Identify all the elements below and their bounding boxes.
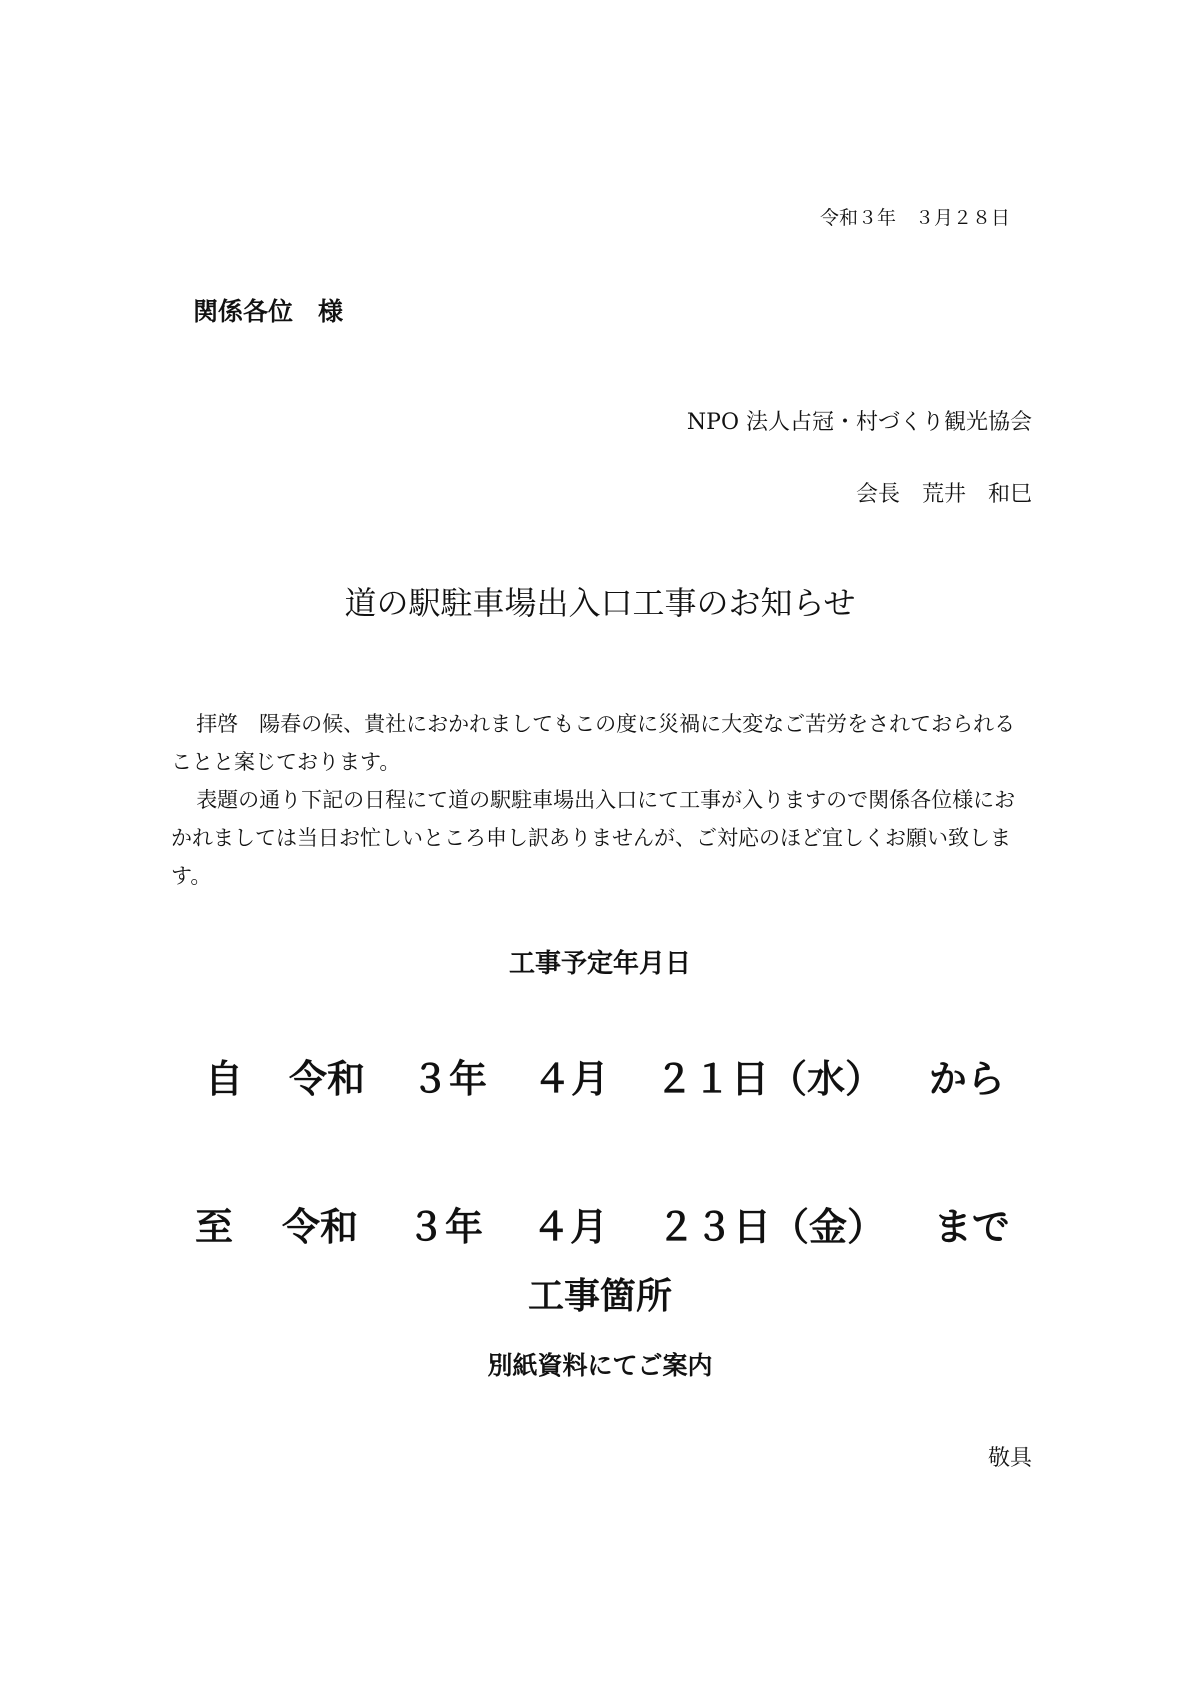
- letter-date: 令和３年 ３月２８日: [819, 207, 1010, 229]
- document-title: 道の駅駐車場出入口工事のお知らせ: [344, 584, 856, 622]
- to-prefix: 至: [195, 1205, 234, 1249]
- schedule-to-line: [195, 1196, 1010, 1251]
- to-suffix: まで: [933, 1205, 1010, 1249]
- sender-organization: NPO 法人占冠・村づくり観光協会: [686, 410, 1032, 435]
- from-year: ３年: [410, 1057, 487, 1101]
- closing-word: 敬具: [987, 1446, 1032, 1471]
- body-paragraph: 拝啓 陽春の候、貴社におかれましてもこの度に災禍に大変なご苦労をされておられることと案じております。: [171, 712, 1016, 774]
- to-day: ２３日（金）: [656, 1205, 885, 1249]
- body-paragraph: 表題の通り下記の日程にて道の駅駐車場出入口にて工事が入りますので関係各位様におかれましては当日お忙しいところ申し訳ありませんが、ご対応のほど宜しくお願い致します。: [171, 788, 1016, 888]
- to-era: 令和: [281, 1205, 358, 1249]
- to-month: ４月: [531, 1205, 608, 1249]
- from-month: ４月: [532, 1057, 609, 1101]
- location-text: 別紙資料にてご案内: [487, 1351, 713, 1380]
- from-day: ２１日（水）: [654, 1057, 883, 1101]
- letter-body: [171, 705, 1033, 895]
- from-era: 令和: [288, 1057, 365, 1101]
- to-year: ３年: [406, 1205, 483, 1249]
- recipient: 関係各位 様: [193, 297, 344, 326]
- schedule-from-line: [205, 1048, 1005, 1103]
- location-heading: 工事箇所: [527, 1276, 672, 1317]
- sender-name: 会長 荒井 和巳: [855, 482, 1032, 507]
- from-suffix: から: [928, 1057, 1005, 1101]
- from-prefix: 自: [205, 1057, 244, 1101]
- schedule-heading: 工事予定年月日: [508, 949, 691, 979]
